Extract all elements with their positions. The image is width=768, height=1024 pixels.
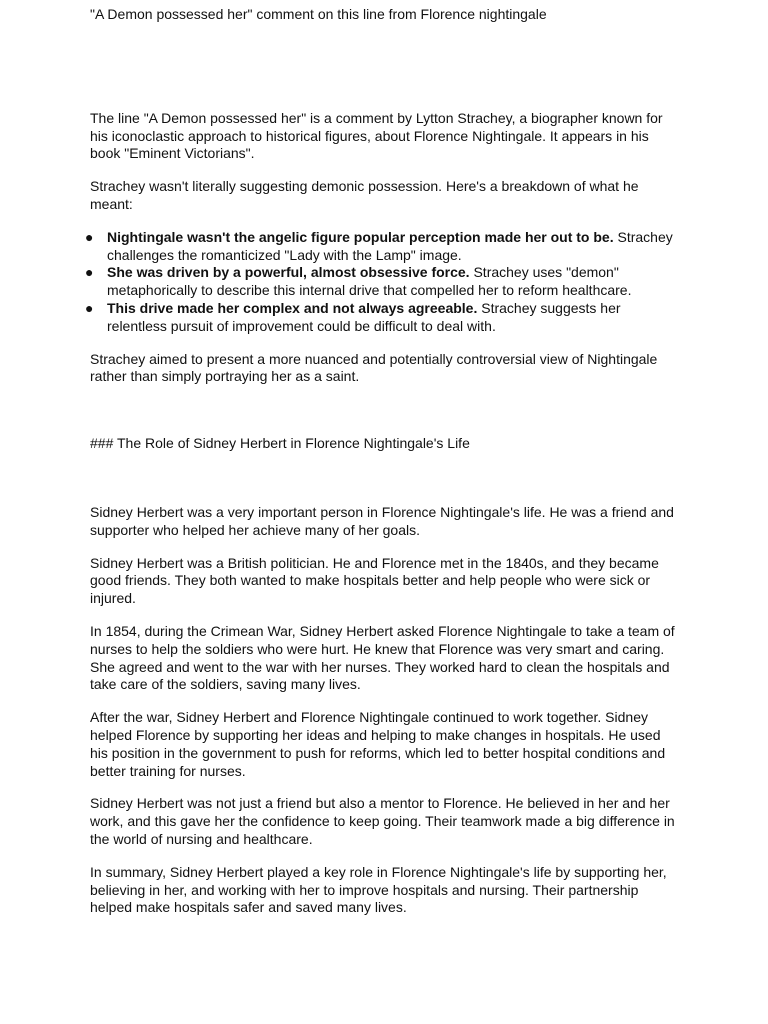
section-paragraph: Sidney Herbert was not just a friend but also a mentor to Florence. He believed in her and her work, and this gave her the confidence to keep going. Their teamwork made a big difference in the world of nursing and healthcare. [90,795,675,847]
section-paragraph: After the war, Sidney Herbert and Florence Nightingale continued to work together. Sidney helped Florence by supporting her ideas and helping to make changes in hospitals. He used his position in the government to push for reforms, which led to better hospital conditions and better training for nurses. [90,709,666,779]
document-title: "A Demon possessed her" comment on this line from Florence nightingale [90,6,547,22]
bullet-item [85,228,682,265]
intro-breakdown-paragraph: Strachey wasn't literally suggesting demonic possession. Here's a breakdown of what he meant: [90,178,639,212]
intro-paragraph: The line "A Demon possessed her" is a comment by Lytton Strachey, a biographer known for his iconoclastic approach to historical figures, about Florence Nightingale. It appears in his book "Eminent Victorians". [90,109,663,162]
bullet-bold-text: She was driven by a powerful, almost obsessive force. [107,264,470,281]
bullet-text: Strachey suggests her relentless pursuit of improvement could be difficult to deal with. [107,299,621,334]
bullet-dot-icon: ● [85,299,94,316]
bullet-text: Strachey challenges the romanticized "Lady with the Lamp" image. [107,228,673,263]
meaning-bullet-list [85,228,682,336]
bullet-text: Strachey uses "demon" metaphorically to describe this internal drive that compelled her to reform healthcare. [107,264,632,299]
section-paragraph: Sidney Herbert was a British politician. He and Florence met in the 1840s, and they became good friends. They both wanted to make hospitals better and help people who were sick or injured. [90,554,659,607]
bullet-bold-text: Nightingale wasn't the angelic figure popular perception made her out to be. [107,228,614,245]
document-body [85,6,682,932]
section-paragraph: Sidney Herbert was a very important person in Florence Nightingale's life. He was a friend and supporter who helped her achieve many of her goals. [90,503,674,538]
bullet-dot-icon: ● [85,264,94,281]
bullet-item [85,299,682,336]
bullet-item [85,264,682,300]
bullet-dot-icon: ● [85,228,94,245]
section-paragraph: In summary, Sidney Herbert played a key role in Florence Nightingale's life by supporting her, believing in her, and working with her to improve hospitals and nursing. Their partnership helped make hospitals safer and saved many lives. [90,863,667,916]
conclusion-paragraph: Strachey aimed to present a more nuanced and potentially controversial view of Nightingale rather than simply portraying her as a saint. [90,350,658,385]
bullet-bold-text: This drive made her complex and not always agreeable. [107,299,478,316]
section-paragraph: In 1854, during the Crimean War, Sidney Herbert asked Florence Nightingale to take a team of nurses to help the soldiers who were hurt. He knew that Florence was very smart and caring. She agreed and went to the war with her nurses. They worked hard to clean the hospitals and take care of the soldiers, saving many lives. [90,622,675,693]
section-heading: ### The Role of Sidney Herbert in Florence Nightingale's Life [90,435,470,452]
